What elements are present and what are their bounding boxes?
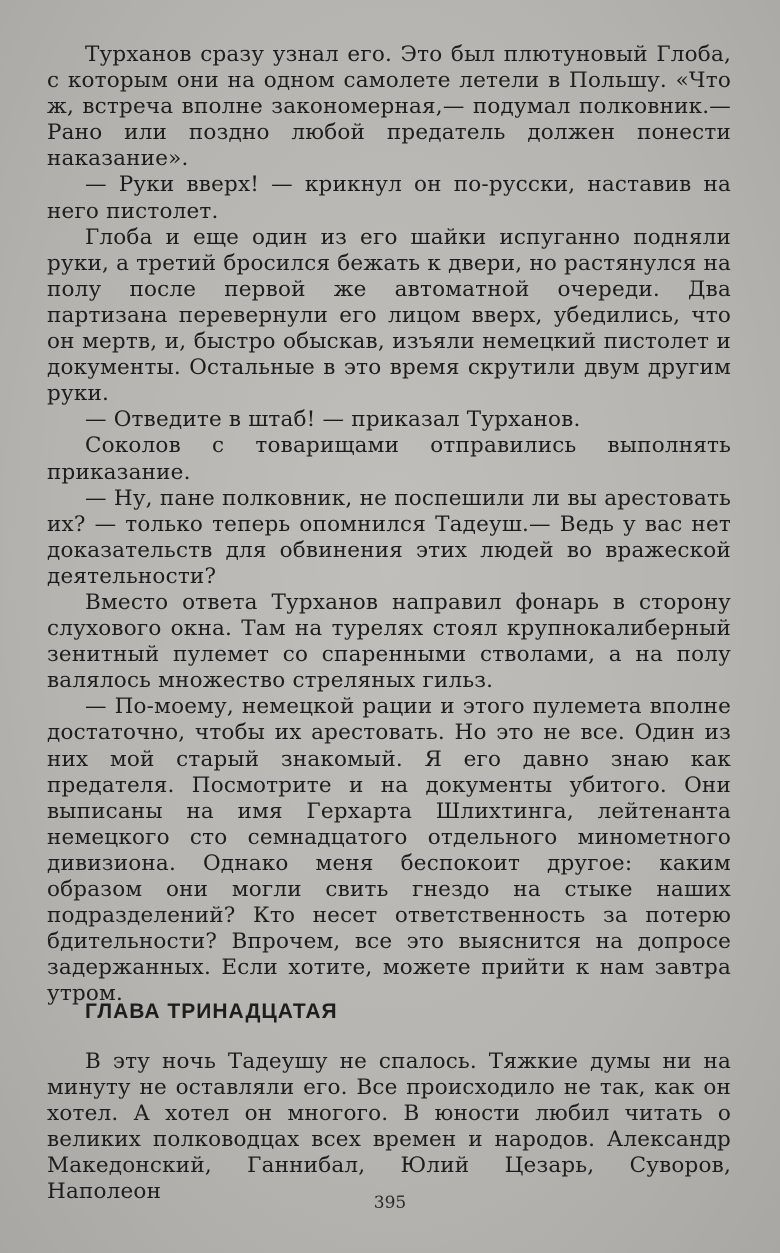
paragraph: Вместо ответа Турханов направил фонарь в сторону слухового окна. Там на турелях стоял крупнокалиберный зенитный пулемет со спаренными стволами, а на полу валялось множество стреляных гильз. bbox=[47, 589, 731, 694]
body-text-part2 bbox=[47, 1049, 731, 1206]
paragraph: — По-моему, немецкой рации и этого пулемета вполне достаточно, чтобы их арестовать. Но это не все. Один из них мой старый знакомый. Я его давно знаю как предателя. Посмотрите и на документы убитого. Они выписаны на имя Герхарта Шлихтинга, лейтенанта немецкого сто семнадцатого отдельного минометного дивизиона. Однако меня беспокоит другое: каким образом они могли свить гнездо на стыке наших подразделений? Кто несет ответственность за потерю бдительности? Впрочем, все это выяснится на допросе задержанных. Если хотите, можете прийти к нам завтра утром. bbox=[47, 694, 731, 1007]
paragraph: В эту ночь Тадеушу не спалось. Тяжкие думы ни на минуту не оставляли его. Все происходило не так, как он хотел. А хотел он многого. В юности любил читать о великих полководцах всех времен и народов. Александр Македонский, Ганнибал, Юлий Цезарь, Суворов, Наполеон bbox=[47, 1049, 731, 1205]
paragraph: Турханов сразу узнал его. Это был плютуновый Глоба, с которым они на одном самолете летели в Польшу. «Что ж, встреча вполне закономерная,— подумал полковник.— Рано или поздно любой предатель должен понести наказание». bbox=[47, 42, 731, 172]
paragraph: — Руки вверх! — крикнул он по-русски, наставив на него пистолет. bbox=[47, 172, 731, 224]
paragraph: — Ну, пане полковник, не поспешили ли вы арестовать их? — только теперь опомнился Тадеуш.— Ведь у вас нет доказательств для обвинения этих людей во вражеской деятельности? bbox=[47, 485, 731, 589]
paragraph: Глоба и еще один из его шайки испуганно подняли руки, а третий бросился бежать к двери, но растянулся на полу после первой же автоматной очереди. Два партизана перевернули его лицом вверх, убедились, что он мертв, и, быстро обыскав, изъяли немецкий пистолет и документы. Остальные в это время скрутили двум другим руки. bbox=[47, 224, 731, 407]
paragraph: — Отведите в штаб! — приказал Турханов. bbox=[85, 407, 581, 433]
paragraph: Соколов с товарищами отправились выполнять приказание. bbox=[47, 433, 731, 485]
body-text-part1 bbox=[47, 42, 731, 1007]
page-number: 395 bbox=[373, 1193, 407, 1213]
chapter-heading: ГЛАВА ТРИНАДЦАТАЯ bbox=[85, 1000, 338, 1023]
